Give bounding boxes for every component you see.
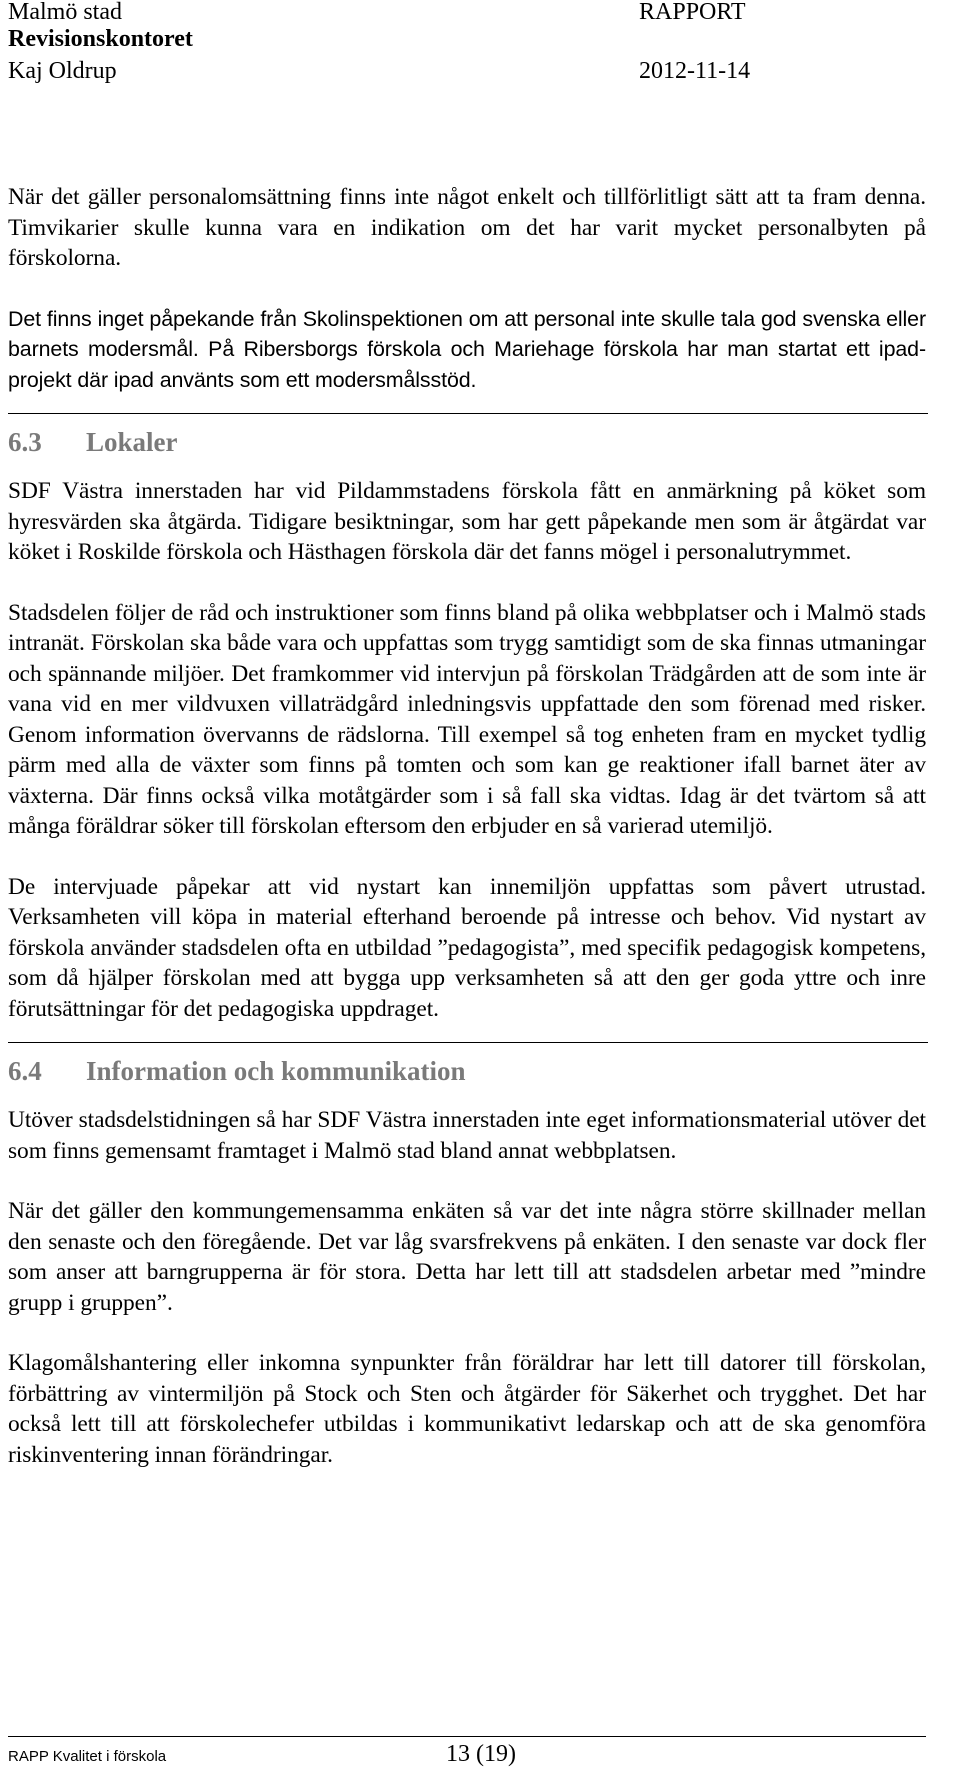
section-title: Information och kommunikation [86, 1056, 466, 1086]
header-date: 2012-11-14 [639, 58, 751, 84]
paragraph-kitchen-remark: SDF Västra innerstaden har vid Pildammstadens förskola fått en anmärkning på köket som hyresvärden ska åtgärda. Tidigare besiktningar, som har gett påpekande men som är åtgärdat var köket i Roskilde förskola och Hästhagen förskola där det fanns mögel i personalutrymmet. [8, 478, 926, 565]
header-doc-type: RAPPORT [639, 0, 746, 25]
paragraph-safety-environment: Stadsdelen följer de råd och instruktioner som finns bland på olika webbplatser och i Malmö stads intranät. Förskolan ska både vara och uppfattas som trygg samtidigt som de ska finnas utmaningar och spännande miljöer. Det framkommer vid intervjun på förskolan Trädgården att de som inte är vana vid en mer vildvuxen villaträdgård inledningsvis uppfattade den som förenad med risker. Genom information övervanns de rädslorna. Till exempel så tog enheten fram en mycket tydlig pärm med alla de växter som finns på tomten och som kan ge reaktioner ifall barnet äter av växterna. Där finns också vilka motåtgärder som i så fall ska vidtas. Idag är det tvärtom så att många föräldrar söker till förskolan eftersom den erbjuder en så varierad utemiljö. [8, 599, 926, 839]
report-body [8, 182, 926, 1470]
header-department: Revisionskontoret [8, 26, 193, 52]
header-author: Kaj Oldrup [8, 58, 117, 84]
page-footer [8, 1736, 926, 1776]
section-number: 6.4 [8, 1056, 42, 1086]
paragraph-complaints: Klagomålshantering eller inkomna synpunkter från föräldrar har lett till datorer till förskolan, förbättring av vintermiljön på Stock och Sten och åtgärder för Säkerhet och trygghet. Det har också lett till att förskolechefer utbildas i kommunikativt ledarskap och att de ska genomföra riskinventering innan förändringar. [8, 1350, 926, 1468]
section-title: Lokaler [86, 427, 178, 457]
section-number: 6.3 [8, 427, 42, 457]
section-heading-information [8, 1053, 926, 1089]
section-divider [8, 1042, 928, 1043]
paragraph-survey: När det gäller den kommungemensamma enkäten så var det inte några större skillnader mellan den senaste och den föregående. Det var låg svarsfrekvens på enkäten. I den senaste var dock fler som anser att barngrupperna är för stora. Detta har lett till att stadsdelen arbetar med ”mindre grupp i gruppen”. [8, 1198, 926, 1316]
footer-report-name: RAPP Kvalitet i förskola [8, 1748, 167, 1765]
paragraph-native-language: Det finns inget påpekande från Skolinspektionen om att personal inte skulle tala god svenska eller barnets modersmål. På Ribersborgs förskola och Mariehage förskola har man startat ett ipad-projekt där ipad använts som ett modersmålsstöd. [8, 306, 926, 392]
section-heading-lokaler [8, 424, 926, 460]
paragraph-personnel-turnover: När det gäller personalomsättning finns inte något enkelt och tillförlitligt sätt att ta fram denna. Timvikarier skulle kunna vara en indikation om det har varit mycket personalbyten på förskolorna. [8, 184, 926, 271]
paragraph-info-material: Utöver stadsdelstidningen så har SDF Västra innerstaden inte eget informationsmaterial utöver det som finns gemensamt framtaget i Malmö stad bland annat webbplatsen. [8, 1107, 926, 1164]
paragraph-new-start: De intervjuade påpekar att vid nystart kan innemiljön uppfattas som påvert utrustad. Verksamheten vill köpa in material efterhand beroende på intresse och behov. Vid nystart av förskola använder stadsdelen ofta en utbildad ”pedagogista”, med specifik pedagogisk kompetens, som då hjälper förskolan med att bygga upp verksamheten så att den ger goda yttre och inre förutsättningar för det pedagogiska uppdraget. [8, 873, 926, 1022]
footer-page-number: 13 (19) [446, 1741, 516, 1767]
footer-divider [8, 1736, 926, 1737]
section-divider [8, 413, 928, 414]
header-org: Malmö stad [8, 0, 122, 25]
